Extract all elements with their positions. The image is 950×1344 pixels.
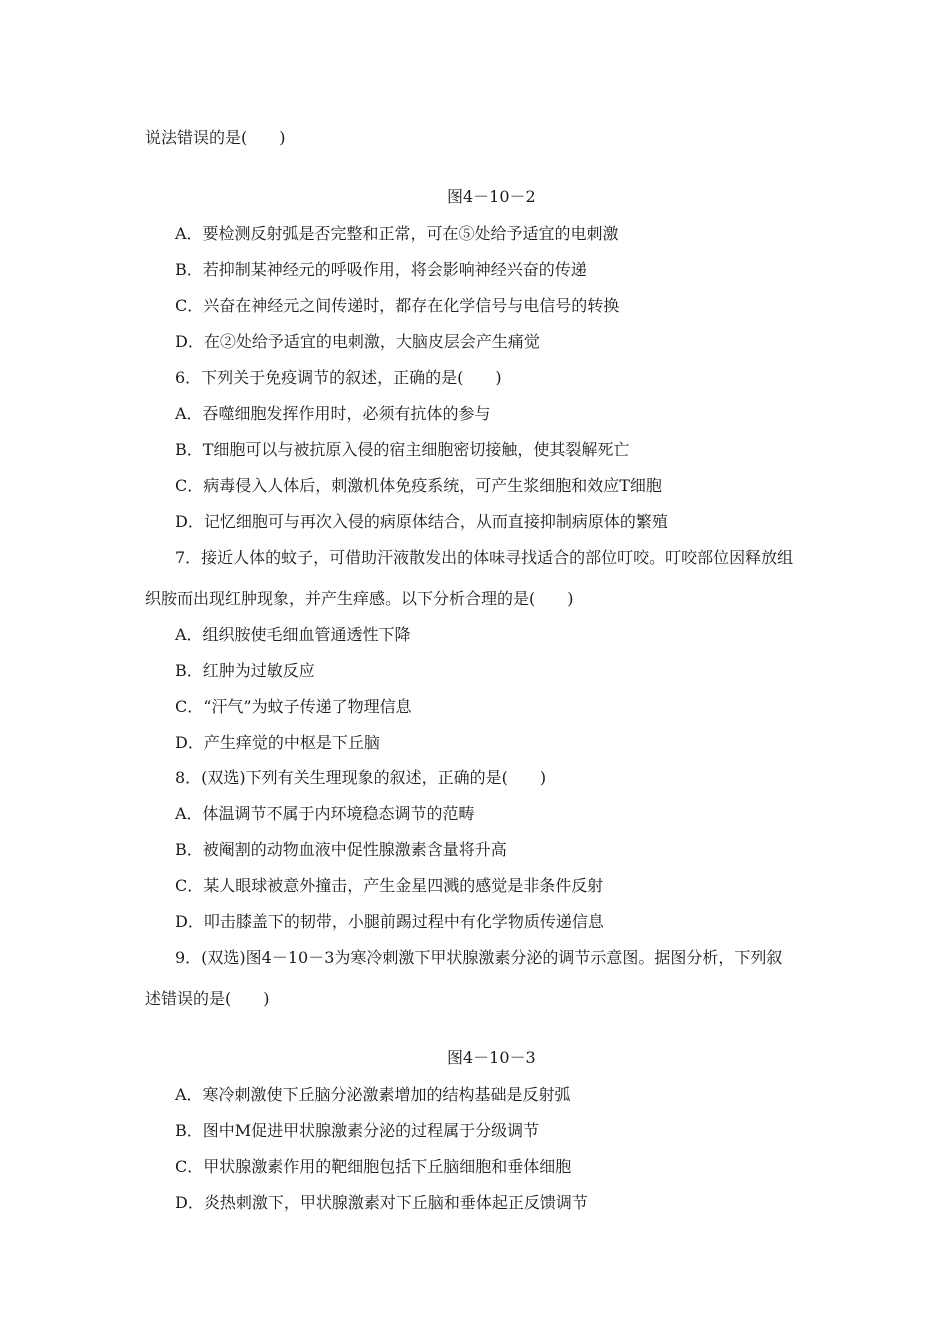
q8-option-b: B．被阉割的动物血液中促性腺激素含量将升高 <box>175 840 507 859</box>
q6-option-d: D．记忆细胞可与再次入侵的病原体结合，从而直接抑制病原体的繁殖 <box>175 512 668 531</box>
q7-option-c: C．“汗气”为蚊子传递了物理信息 <box>175 697 412 716</box>
q6-option-a: A．吞噬细胞发挥作用时，必须有抗体的参与 <box>175 404 491 423</box>
q5-option-b: B．若抑制某神经元的呼吸作用，将会影响神经兴奋的传递 <box>175 260 587 279</box>
q7-option-b: B．红肿为过敏反应 <box>175 661 315 680</box>
q7-option-a: A．组织胺使毛细血管通透性下降 <box>175 625 411 644</box>
q7-option-d: D．产生痒觉的中枢是下丘脑 <box>175 733 380 752</box>
q8-option-a: A．体温调节不属于内环境稳态调节的范畴 <box>175 804 475 823</box>
q6-option-b: B．T细胞可以与被抗原入侵的宿主细胞密切接触，使其裂解死亡 <box>175 440 630 459</box>
figure-caption-4-10-2: 图4－10－2 <box>447 187 536 206</box>
q8-option-d: D．叩击膝盖下的韧带，小腿前踢过程中有化学物质传递信息 <box>175 912 604 931</box>
q5-option-d: D．在②处给予适宜的电刺激，大脑皮层会产生痛觉 <box>175 332 540 351</box>
q6-stem: 6．下列关于免疫调节的叙述，正确的是( ) <box>175 368 502 387</box>
q9-stem-line2: 述错误的是( ) <box>145 989 270 1008</box>
q7-stem-line2: 织胺而出现红肿现象，并产生痒感。以下分析合理的是( ) <box>145 589 574 608</box>
figure-caption-4-10-3: 图4－10－3 <box>447 1048 536 1067</box>
q9-option-c: C．甲状腺激素作用的靶细胞包括下丘脑细胞和垂体细胞 <box>175 1157 572 1176</box>
q8-option-c: C．某人眼球被意外撞击，产生金星四溅的感觉是非条件反射 <box>175 876 604 895</box>
q6-option-c: C．病毒侵入人体后，刺激机体免疫系统，可产生浆细胞和效应T细胞 <box>175 476 662 495</box>
q8-stem: 8．(双选)下列有关生理现象的叙述，正确的是( ) <box>175 768 547 787</box>
q9-stem-line1: 9．(双选)图4－10－3为寒冷刺激下甲状腺激素分泌的调节示意图。据图分析，下列叙 <box>175 948 783 967</box>
q9-option-b: B．图中M促进甲状腺激素分泌的过程属于分级调节 <box>175 1121 540 1140</box>
q5-stem-tail: 说法错误的是( ) <box>145 128 286 147</box>
q7-stem-line1: 7．接近人体的蚊子，可借助汗液散发出的体味寻找适合的部位叮咬。叮咬部位因释放组 <box>175 548 794 567</box>
q5-option-a: A．要检测反射弧是否完整和正常，可在⑤处给予适宜的电刺激 <box>175 224 619 243</box>
q9-option-a: A．寒冷刺激使下丘脑分泌激素增加的结构基础是反射弧 <box>175 1085 571 1104</box>
q5-option-c: C．兴奋在神经元之间传递时，都存在化学信号与电信号的转换 <box>175 296 620 315</box>
q9-option-d: D．炎热刺激下，甲状腺激素对下丘脑和垂体起正反馈调节 <box>175 1193 588 1212</box>
